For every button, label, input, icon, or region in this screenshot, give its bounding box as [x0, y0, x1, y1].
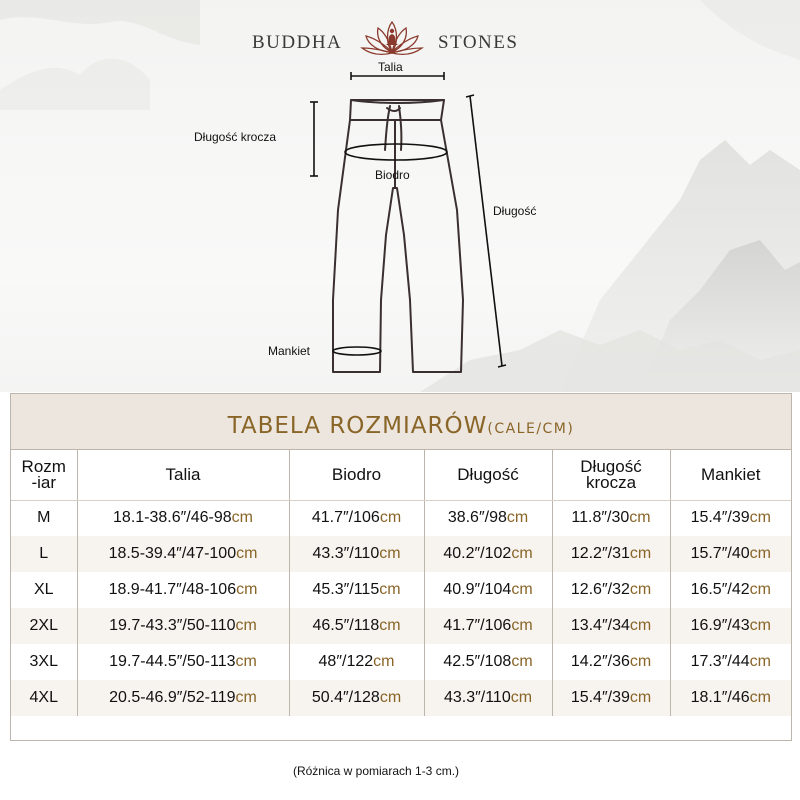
cell-length	[424, 536, 552, 572]
cell-waist	[77, 536, 289, 572]
cell-size: 2XL	[11, 608, 77, 644]
cell-unit: cm	[749, 617, 771, 634]
cell-value: 20.5-46.9″/52-119	[109, 689, 236, 706]
cell-value: 14.2″/36	[570, 653, 630, 670]
cell-unit: cm	[629, 689, 652, 706]
cell-hip	[289, 608, 424, 644]
size-table	[11, 450, 791, 716]
cell-unit: cm	[379, 689, 402, 706]
header-crotch-line1: Długość	[580, 456, 642, 476]
header-crotch	[552, 450, 670, 500]
cell-unit: cm	[506, 509, 529, 527]
cell-waist	[77, 572, 289, 608]
cell-unit: cm	[379, 581, 401, 598]
cell-value: 15.4″/39	[570, 689, 630, 706]
cell-unit: cm	[379, 545, 401, 562]
header-length: Długość	[424, 450, 552, 500]
cell-unit: cm	[749, 653, 771, 670]
cell-length	[424, 608, 552, 644]
cell-cuff	[670, 680, 791, 716]
cell-waist	[77, 644, 289, 680]
cell-unit: cm	[629, 545, 652, 562]
cell-hip	[289, 644, 424, 680]
cell-unit: cm	[629, 653, 652, 670]
cell-unit: cm	[511, 653, 533, 670]
header-crotch-line2: krocza	[585, 472, 637, 492]
cell-crotch	[552, 500, 670, 536]
size-chart-title	[11, 394, 791, 450]
cell-length	[424, 500, 552, 536]
cell-size: XL	[33, 581, 54, 598]
cell-value: 42.5″/108	[443, 653, 512, 670]
brand-name-right: STONES	[438, 32, 519, 53]
cell-waist	[77, 680, 289, 716]
cell-unit: cm	[749, 581, 771, 598]
cell-value: 46.5″/118	[312, 617, 380, 634]
cell-unit: cm	[749, 509, 771, 527]
measurement-note: (Różnica w pomiarach 1-3 cm.)	[292, 764, 460, 778]
cell-unit: cm	[235, 689, 257, 706]
brand-name-left: BUDDHA	[252, 32, 343, 53]
cell-value: 11.8″/30	[571, 509, 630, 527]
length-marker	[470, 96, 502, 366]
header-size-line1: Rozm	[21, 456, 66, 476]
cell-cuff	[670, 500, 791, 536]
cell-unit: cm	[510, 689, 533, 706]
size-chart-table	[10, 393, 792, 741]
cell-length	[424, 680, 552, 716]
cell-unit: cm	[749, 545, 771, 562]
cell-cuff	[670, 572, 791, 608]
cell-crotch	[552, 644, 670, 680]
cell-size: M	[37, 509, 51, 527]
cell-unit: cm	[511, 581, 533, 598]
cell-cuff	[670, 644, 791, 680]
cell-value: 15.7″/40	[690, 545, 750, 562]
cell-value: 18.5-39.4″/47-100	[108, 545, 237, 562]
header-size	[11, 450, 77, 500]
cell-hip	[289, 536, 424, 572]
cell-hip	[289, 500, 424, 536]
cell-crotch	[552, 608, 670, 644]
cell-unit: cm	[749, 689, 771, 706]
header-cuff: Mankiet	[670, 450, 791, 500]
cell-value: 41.7″/106	[311, 509, 380, 527]
cell-value: 45.3″/115	[312, 581, 380, 598]
label-crotch-length: Długość krocza	[194, 130, 277, 144]
cell-value: 18.1″/46	[690, 689, 750, 706]
header-waist: Talia	[77, 450, 289, 500]
header-hip: Biodro	[289, 450, 424, 500]
cell-value: 18.1-38.6″/46-98	[113, 509, 232, 527]
cell-unit: cm	[236, 581, 258, 598]
cell-unit: cm	[235, 653, 257, 670]
cell-size: L	[11, 536, 77, 572]
label-hip: Biodro	[375, 168, 410, 182]
table-row	[11, 680, 791, 716]
cell-size: 4XL	[11, 680, 77, 716]
cell-value: 43.3″/110	[443, 689, 511, 706]
cell-value: 19.7-43.3″/50-110	[109, 617, 236, 634]
cell-unit: cm	[629, 581, 652, 598]
cell-unit: cm	[231, 509, 253, 527]
cuff-marker	[333, 347, 381, 355]
pants-diagram	[0, 0, 800, 392]
cell-waist	[77, 608, 289, 644]
pants-outline	[333, 100, 463, 372]
cell-unit: cm	[511, 617, 533, 634]
cell-unit: cm	[236, 545, 258, 562]
cell-unit: cm	[629, 617, 652, 634]
cell-value: 18.9-41.7″/48-106	[108, 581, 237, 598]
cell-value: 16.9″/43	[690, 617, 750, 634]
label-waist: Talia	[378, 60, 403, 74]
cell-value: 16.5″/42	[690, 581, 750, 598]
cell-crotch	[552, 680, 670, 716]
cell-value: 41.7″/106	[443, 617, 512, 634]
cell-waist	[77, 500, 289, 536]
label-length: Długość	[493, 204, 537, 218]
cell-value: 38.6″/98	[447, 509, 507, 527]
table-header-row	[11, 450, 791, 500]
cell-cuff	[670, 536, 791, 572]
table-row	[11, 608, 791, 644]
header-size-line2: -iar	[31, 472, 57, 492]
cell-unit: cm	[373, 653, 395, 670]
cell-value: 40.9″/104	[443, 581, 512, 598]
size-chart-title-text: TABELA ROZMIARÓW	[227, 413, 488, 439]
table-row	[11, 536, 791, 572]
cell-value: 48″/122	[318, 653, 374, 670]
table-row	[11, 500, 791, 536]
size-chart-title-unit: (CALE/CM)	[487, 421, 575, 437]
cell-value: 12.6″/32	[570, 581, 630, 598]
cell-value: 12.2″/31	[570, 545, 630, 562]
table-body	[11, 500, 791, 716]
cell-unit: cm	[379, 617, 401, 634]
cell-unit: cm	[511, 545, 533, 562]
cell-unit: cm	[629, 509, 651, 527]
cell-value: 17.3″/44	[690, 653, 750, 670]
cell-size: 3XL	[29, 653, 58, 670]
label-cuff: Mankiet	[268, 344, 311, 358]
cell-cuff	[670, 608, 791, 644]
cell-length	[424, 644, 552, 680]
cell-value: 43.3″/110	[312, 545, 380, 562]
cell-hip	[289, 572, 424, 608]
cell-value: 19.7-44.5″/50-113	[109, 653, 236, 670]
cell-value: 40.2″/102	[443, 545, 512, 562]
cell-unit: cm	[235, 617, 257, 634]
cell-value: 50.4″/128	[311, 689, 380, 706]
cell-crotch	[552, 536, 670, 572]
cell-value: 15.4″/39	[690, 509, 750, 527]
cell-value: 13.4″/34	[570, 617, 630, 634]
table-row	[11, 644, 791, 680]
table-row	[11, 572, 791, 608]
cell-length	[424, 572, 552, 608]
cell-unit: cm	[379, 509, 402, 527]
cell-crotch	[552, 572, 670, 608]
cell-hip	[289, 680, 424, 716]
